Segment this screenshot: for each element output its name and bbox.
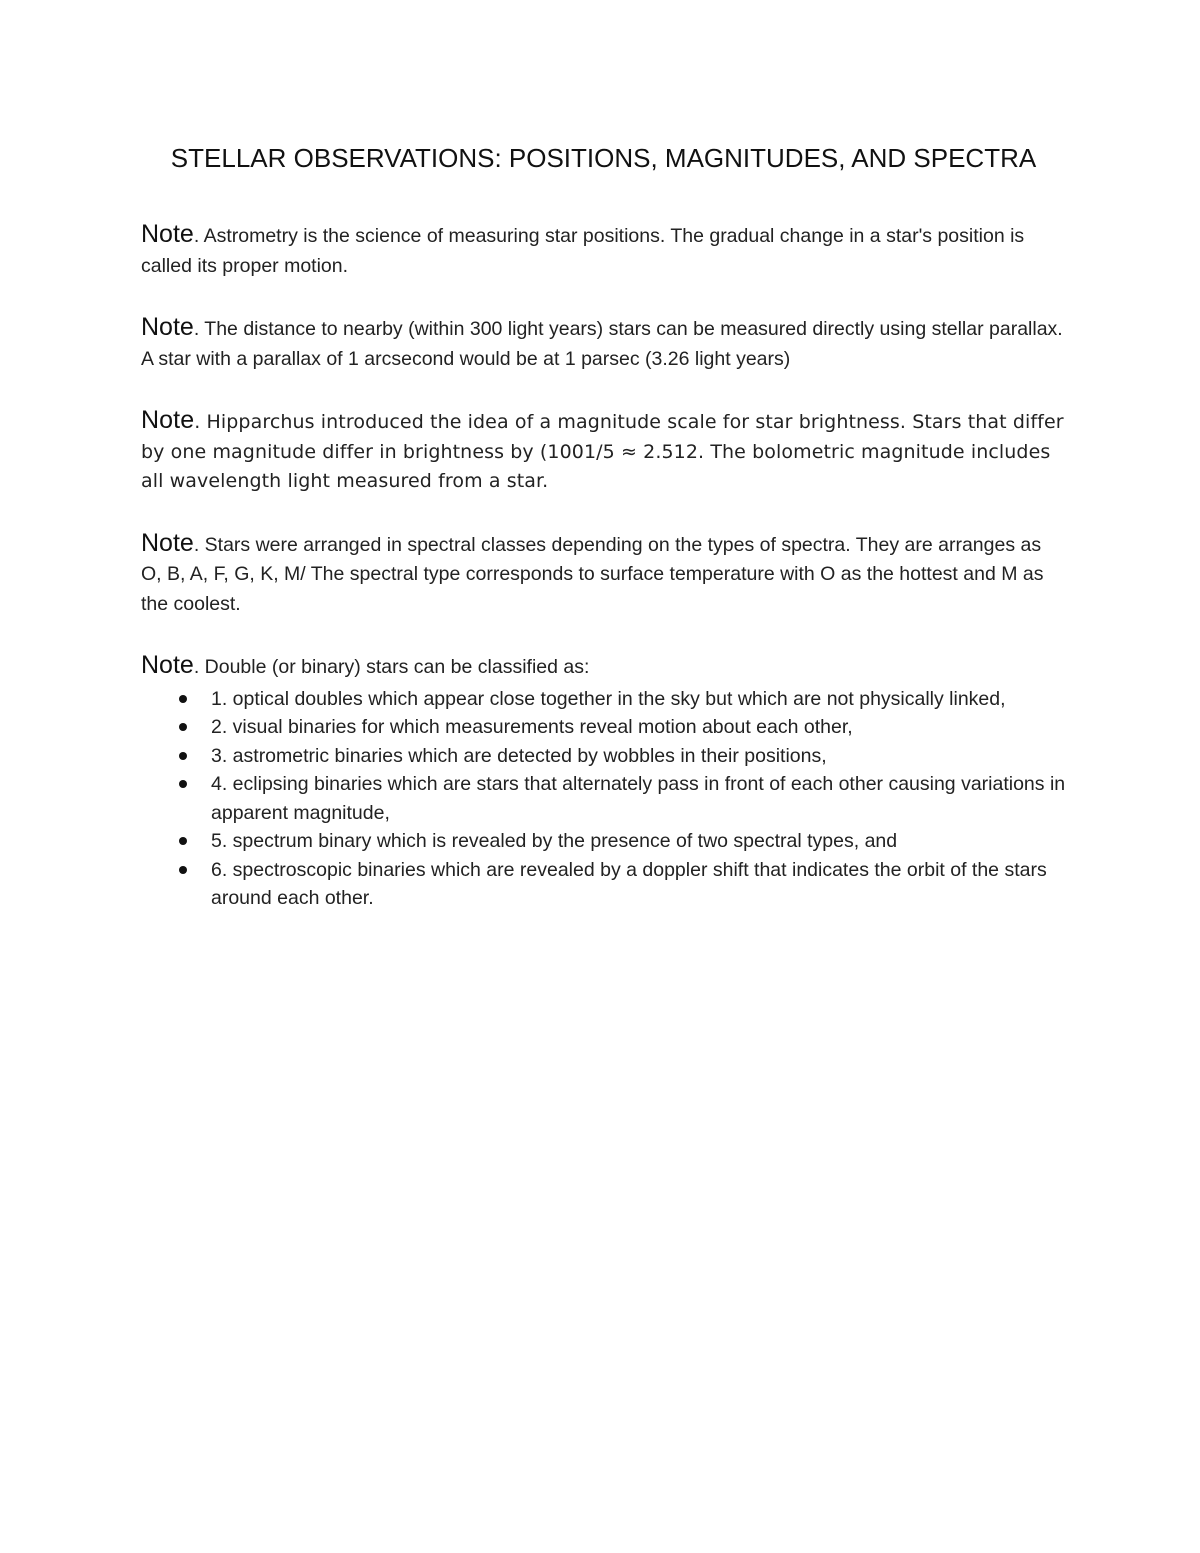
- note-label: Note: [141, 528, 194, 557]
- document-title: STELLAR OBSERVATIONS: POSITIONS, MAGNITUDES, AND SPECTRA: [170, 143, 1037, 173]
- document-body: [141, 140, 1066, 913]
- note-label: Note: [141, 313, 194, 341]
- list-item-text: 6. spectroscopic binaries which are revealed by a doppler shift that indicates the orbit of the stars around each other.: [211, 858, 1047, 909]
- note-magnitude: [141, 406, 1066, 497]
- note-text: . Stars were arranged in spectral classes depending on the types of spectra. They are arranges as O, B, A, F, G, K, M/ The spectral type corresponds to surface temperature with O as the hottest and M as the coolest.: [141, 533, 1044, 615]
- bullet-dot-icon: [179, 752, 187, 760]
- list-item: [141, 856, 1066, 913]
- list-item: [141, 770, 1066, 827]
- bullet-dot-icon: [179, 695, 187, 703]
- note-spectral-classes: [141, 529, 1066, 620]
- list-item: [141, 685, 1066, 714]
- list-item-text: 4. eclipsing binaries which are stars that alternately pass in front of each other causing variations in apparent magnitude,: [211, 773, 1066, 824]
- note-binary-stars: [141, 651, 1066, 683]
- list-item-text: 5. spectrum binary which is revealed by the presence of two spectral types, and: [211, 830, 898, 852]
- bullet-dot-icon: [179, 723, 187, 731]
- note-label: Note: [141, 651, 194, 679]
- note-text: . Double (or binary) stars can be classified as:: [193, 656, 590, 678]
- note-parallax: [141, 313, 1066, 374]
- note-text: . The distance to nearby (within 300 light years) stars can be measured directly using stellar parallax. A star with a parallax of 1 arcsecond would be at 1 parsec (3.26 light years): [141, 318, 1063, 370]
- list-item-text: 1. optical doubles which appear close together in the sky but which are not physically linked,: [211, 687, 1006, 710]
- list-item: [141, 827, 1066, 856]
- note-text: . Hipparchus introduced the idea of a magnitude scale for star brightness. Stars that differ by one magnitude differ in brightness by (1001/5 ≈ 2.512. The bolometric magnitude includes all wavelength light measured from a star.: [141, 411, 1064, 492]
- list-item: [141, 713, 1066, 742]
- note-label: Note: [141, 220, 194, 248]
- note-astrometry: [141, 220, 1066, 281]
- list-item-text: 2. visual binaries for which measurements reveal motion about each other,: [211, 716, 853, 738]
- list-item: [141, 742, 1066, 771]
- note-text: . Astrometry is the science of measuring star positions. The gradual change in a star's position is called its proper motion.: [141, 225, 1025, 277]
- note-label: Note: [141, 406, 195, 434]
- list-item-text: 3. astrometric binaries which are detected by wobbles in their positions,: [211, 744, 827, 767]
- bullet-dot-icon: [179, 866, 187, 874]
- bullet-dot-icon: [179, 780, 187, 788]
- bullet-dot-icon: [179, 837, 187, 845]
- binary-types-list: [141, 685, 1066, 913]
